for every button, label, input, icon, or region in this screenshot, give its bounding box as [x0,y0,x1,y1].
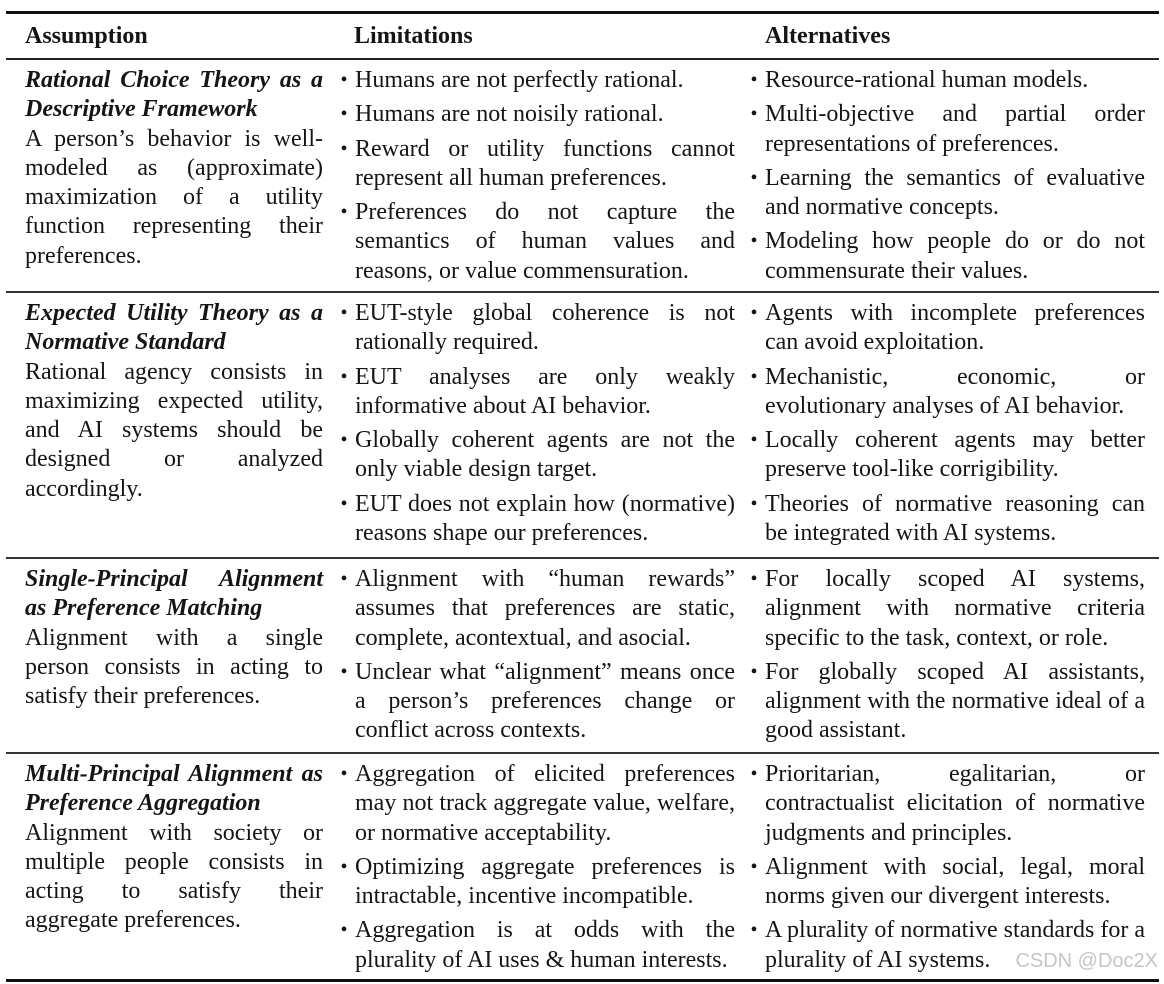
limitation-text: Unclear what “alignment” means once a person’s preferences change or conflict across contexts. [355,658,735,744]
bullet-icon: • [750,365,758,388]
list-item [743,426,1145,485]
list-item [333,853,735,912]
list-item [333,565,735,653]
alternative-text: Locally coherent agents may better preserve tool-like corrigibility. [765,427,1145,483]
list-item [333,490,735,549]
alternatives-cell [743,299,1159,557]
alternative-text: Modeling how people do or do not commensurate their values. [765,228,1145,284]
list-item [333,760,735,848]
list-item [743,299,1145,358]
bullet-icon: • [340,660,348,683]
list-item [333,363,735,422]
list-item [333,299,735,358]
limitation-text: Aggregation of elicited preferences may not track aggregate value, welfare, or normative acceptability. [355,761,735,846]
header-limitations: Limitations [354,22,473,49]
assumption-cell [6,565,333,752]
table-row [6,293,1159,557]
assumption-title: Single-Principal Alignment as Preference Matching [25,566,323,622]
alternative-text: For locally scoped AI systems, alignment with normative criteria specific to the task, context, or role. [765,566,1145,651]
watermark: CSDN @Doc2X [1015,950,1158,972]
table-row [6,754,1159,979]
bullet-icon: • [750,492,758,515]
alternative-text: Prioritarian, egalitarian, or contractualist elicitation of normative judgments and principles. [765,761,1145,846]
list-item [743,363,1145,422]
limitation-text: Aggregation is at odds with the plurality of AI uses & human interests. [355,917,735,973]
alternative-text: Mechanistic, economic, or evolutionary analyses of AI behavior. [765,363,1145,419]
alternative-text: Alignment with social, legal, moral norms given our divergent interests. [765,853,1145,910]
bullet-icon: • [340,137,348,160]
bullet-icon: • [340,855,348,878]
limitation-text: EUT analyses are only weakly informative about AI behavior. [355,363,735,419]
limitation-text: Humans are not perfectly rational. [355,67,684,93]
list-item [333,426,735,485]
bottom-rule [6,979,1159,982]
bullet-icon: • [750,302,758,324]
list-item [743,658,1145,746]
bullet-icon: • [750,660,758,683]
limitation-text: EUT does not explain how (normative) reasons shape our preferences. [355,490,735,547]
limitation-text: Optimizing aggregate preferences is intractable, incentive incompatible. [355,853,735,910]
table-header [6,14,1159,58]
list-item [743,565,1145,653]
list-item [743,227,1145,286]
header-assumption: Assumption [25,22,148,49]
bullet-icon: • [340,103,348,126]
list-item [743,66,1145,95]
alternatives-cell [743,760,1159,979]
list-item [333,135,735,194]
bullet-icon: • [340,429,348,452]
limitations-cell [333,565,743,752]
alternatives-cell [743,565,1159,752]
limitations-cell [333,299,743,557]
bullet-icon: • [750,855,758,878]
bullet-icon: • [750,103,758,126]
list-item [743,853,1145,912]
alternative-text: For globally scoped AI assistants, alignment with the normative ideal of a good assistant. [765,658,1145,744]
table-row [6,559,1159,752]
bullet-icon: • [340,568,348,590]
list-item [333,658,735,746]
list-item [333,916,735,975]
table-row [6,60,1159,291]
list-item [333,100,735,129]
list-item [743,100,1145,159]
bullet-icon: • [750,429,758,452]
alternative-text: A plurality of normative standards for a plurality of AI systems. [765,917,1145,973]
bullet-icon: • [750,568,758,590]
bullet-icon: • [340,919,348,942]
limitation-text: Preferences do not capture the semantics of human values and reasons, or value commensuration. [355,199,735,284]
alternative-text: Resource-rational human models. [765,67,1089,93]
assumption-cell [6,760,333,979]
bullet-icon: • [750,230,758,253]
list-item [743,490,1145,549]
list-item [743,760,1145,848]
limitation-text: Humans are not noisily rational. [355,101,664,128]
limitations-cell [333,66,743,291]
alternative-text: Learning the semantics of evaluative and normative concepts. [765,164,1145,221]
limitation-text: Globally coherent agents are not the only viable design target. [355,427,735,483]
assumption-title: Rational Choice Theory as a Descriptive Framework [25,67,323,123]
bullet-icon: • [750,763,758,785]
list-item [743,164,1145,223]
assumption-description: Rational agency consists in maximizing expected utility, and AI systems should be designed or analyzed accordingly. [25,358,323,502]
alternative-text: Theories of normative reasoning can be integrated with AI systems. [765,490,1145,547]
list-item [333,66,735,95]
bullet-icon: • [340,365,348,388]
bullet-icon: • [340,763,348,785]
bullet-icon: • [750,919,758,942]
limitation-text: Alignment with “human rewards” assumes that preferences are static, complete, acontextual, and asocial. [355,566,735,651]
limitation-text: Reward or utility functions cannot represent all human preferences. [355,135,735,191]
alternative-text: Agents with incomplete preferences can avoid exploitation. [765,300,1145,356]
bullet-icon: • [750,69,758,91]
limitations-cell [333,760,743,979]
assumptions-table [6,11,1159,982]
header-alternatives: Alternatives [765,22,891,49]
limitation-text: EUT-style global coherence is not rationally required. [355,300,735,356]
assumption-title: Expected Utility Theory as a Normative Standard [25,300,323,356]
assumption-title: Multi-Principal Alignment as Preference Aggregation [25,761,323,817]
bullet-icon: • [340,201,348,224]
assumption-cell [6,66,333,291]
bullet-icon: • [340,492,348,515]
bullet-icon: • [340,302,348,324]
assumption-cell [6,299,333,557]
bullet-icon: • [340,69,348,91]
assumption-description: A person’s behavior is well-modeled as (approximate) maximization of a utility function representing their preferences. [25,125,323,269]
bullet-icon: • [750,166,758,189]
assumption-description: Alignment with a single person consists in acting to satisfy their preferences. [25,624,323,710]
list-item [333,198,735,286]
assumption-description: Alignment with society or multiple people consists in acting to satisfy their aggregate preferences. [25,819,323,934]
alternatives-cell [743,66,1159,291]
alternative-text: Multi-objective and partial order representations of preferences. [765,101,1145,157]
